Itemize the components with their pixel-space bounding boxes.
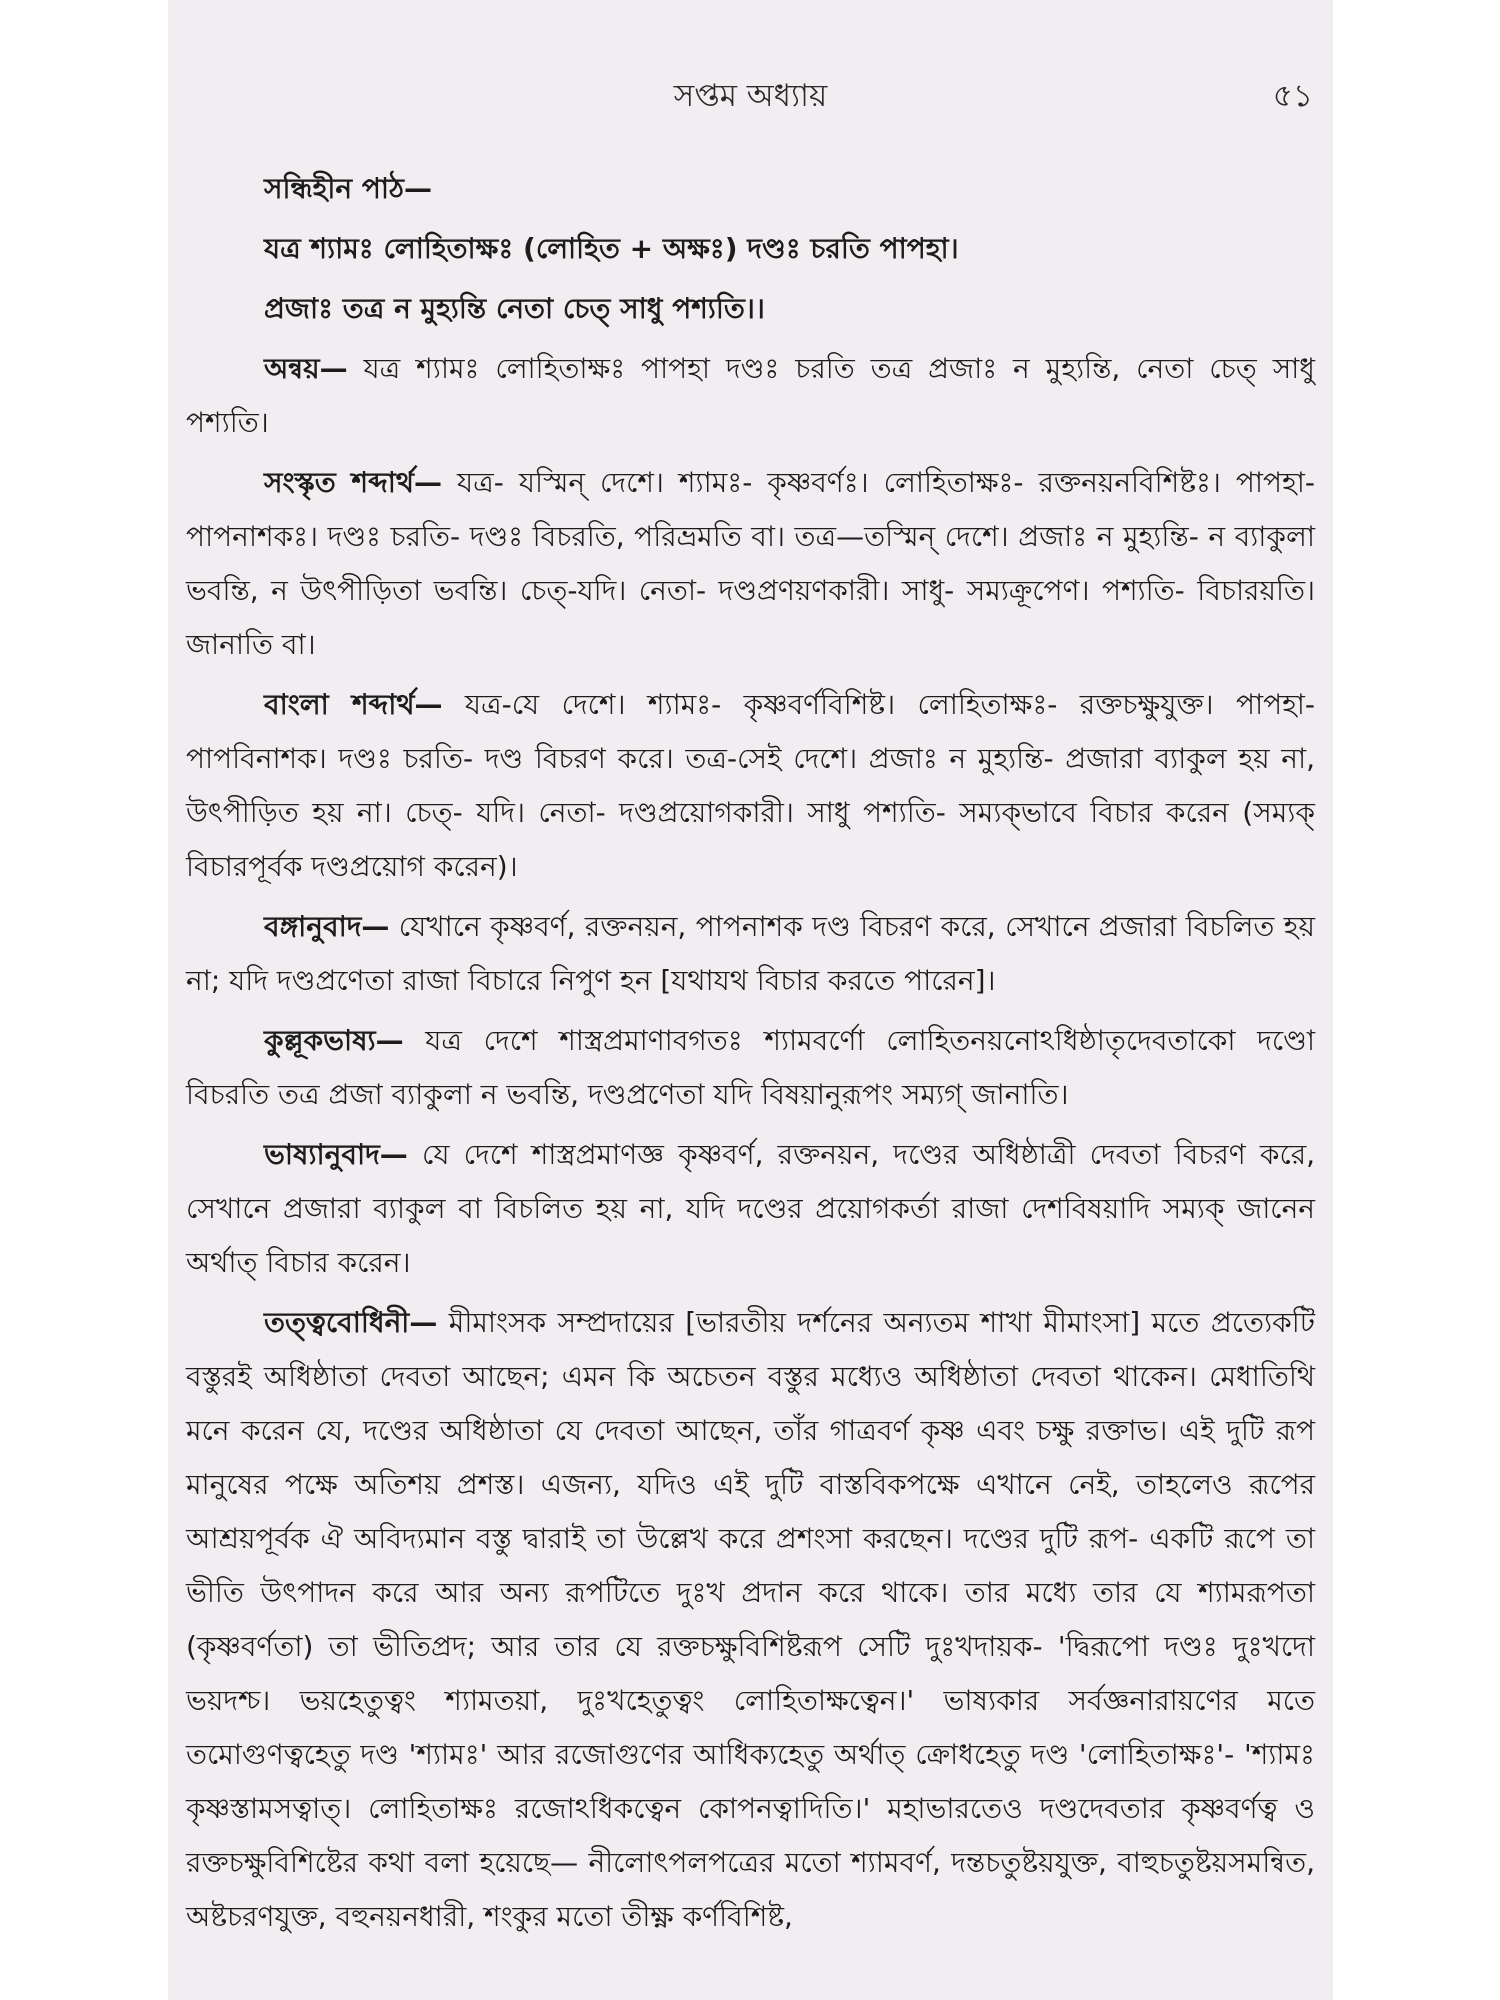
- section-label: ভাষ্যানুবাদ—: [264, 1138, 408, 1171]
- section-sanskrit-word-meaning: [186, 456, 1315, 672]
- section-label: বাংলা শব্দার্থ—: [264, 688, 443, 721]
- section-text: যত্র-যে দেশে। শ্যামঃ- কৃষ্ণবর্ণবিশিষ্ট। লোহিতাক্ষঃ- রক্তচক্ষুযুক্ত। পাপহা- পাপবিনাশক। দণ্ডঃ চরতি- দণ্ড বিচরণ করে। তত্র-সেই দেশে। প্রজাঃ ন মুহ্যন্তি- প্রজারা ব্যাকুল হয় না, উৎপীড়িত হয় না। চেত্- যদি। নেতা- দণ্ডপ্রয়োগকারী। সাধু পশ্যতি- সম্যক্ভাবে বিচার করেন (সম্যক্ বিচারপূর্বক দণ্ডপ্রয়োগ করেন)।: [186, 688, 1316, 883]
- verse-title: সন্ধিহীন পাঠ—: [264, 172, 432, 205]
- section-text: যত্র শ্যামঃ লোহিতাক্ষঃ পাপহা দণ্ডঃ চরতি তত্র প্রজাঃ ন মুহ্যন্তি, নেতা চেত্ সাধু পশ্যতি।: [186, 352, 1315, 439]
- section-translation: [186, 900, 1315, 1008]
- section-kulluka-commentary: [186, 1014, 1315, 1122]
- section-bangla-word-meaning: [186, 678, 1315, 894]
- section-text: মীমাংসক সম্প্রদায়ের [ভারতীয় দর্শনের অন্যতম শাখা মীমাংসা] মতে প্রত্যেকটি বস্তুরই অধিষ্ঠাতা দেবতা আছেন; এমন কি অচেতন বস্তুর মধ্যেও অধিষ্ঠাতা দেবতা থাকেন। মেধাতিথি মনে করেন যে, দণ্ডের অধিষ্ঠাতা যে দেবতা আছেন, তাঁর গাত্রবর্ণ কৃষ্ণ এবং চক্ষু রক্তাভ। এই দুটি রূপ মানুষের পক্ষে অতিশয় প্রশস্ত। এজন্য, যদিও এই দুটি বাস্তবিকপক্ষে এখানে নেই, তাহলেও রূপের আশ্রয়পূর্বক ঐ অবিদ্যমান বস্তু দ্বারাই তা উল্লেখ করে প্রশংসা করছেন। দণ্ডের দুটি রূপ- একটি রূপে তা ভীতি উৎপাদন করে আর অন্য রূপটিতে দুঃখ প্রদান করে থাকে। তার মধ্যে তার যে শ্যামরূপতা (কৃষ্ণবর্ণতা) তা ভীতিপ্রদ; আর তার যে রক্তচক্ষুবিশিষ্টরূপ সেটি দুঃখদায়ক- 'দ্বিরূপো দণ্ডঃ দুঃখদো ভয়দশ্চ। ভয়হেতুত্বং শ্যামতয়া, দুঃখহেতুত্বং লোহিতাক্ষত্বেন।' ভাষ্যকার সর্বজ্ঞনারায়ণের মতে তমোগুণত্বহেতু দণ্ড 'শ্যামঃ' আর রজোগুণের আধিক্যহেতু অর্থাত্ ক্রোধহেতু দণ্ড 'লোহিতাক্ষঃ'- 'শ্যামঃ কৃষ্ণস্তামসত্বাত্। লোহিতাক্ষঃ রজোঽধিকত্বেন কোপনত্বাদিতি।' মহাভারতেও দণ্ডদেবতার কৃষ্ণবর্ণত্ব ও রক্তচক্ষুবিশিষ্টের কথা বলা হয়েছে— নীলোৎপলপত্রের মতো শ্যামবর্ণ, দন্তচতুষ্টয়যুক্ত, বাহুচতুষ্টয়সমন্বিত, অষ্টচরণযুক্ত, বহুনয়নধারী, শংকুর মতো তীক্ষ্ণ কর্ণবিশিষ্ট,: [186, 1306, 1315, 1933]
- section-label: সংস্কৃত শব্দার্থ—: [264, 466, 443, 499]
- section-text: যে দেশে শাস্ত্রপ্রমাণজ্ঞ কৃষ্ণবর্ণ, রক্তনয়ন, দণ্ডের অধিষ্ঠাত্রী দেবতা বিচরণ করে, সেখানে প্রজারা ব্যাকুল বা বিচলিত হয় না, যদি দণ্ডের প্রয়োগকর্তা রাজা দেশবিষয়াদি সম্যক্ জানেন অর্থাত্ বিচার করেন।: [186, 1138, 1315, 1279]
- section-label: কুল্লূকভাষ্য—: [264, 1024, 404, 1057]
- section-text: যত্র- যস্মিন্ দেশে। শ্যামঃ- কৃষ্ণবর্ণঃ। লোহিতাক্ষঃ- রক্তনয়নবিশিষ্টঃ। পাপহা- পাপনাশকঃ। দণ্ডঃ চরতি- দণ্ডঃ বিচরতি, পরিভ্রমতি বা। তত্র—তস্মিন্ দেশে। প্রজাঃ ন মুহ্যন্তি- ন ব্যাকুলা ভবন্তি, ন উৎপীড়িতা ভবন্তি। চেত্-যদি। নেতা- দণ্ডপ্রণয়ণকারী। সাধু- সম্যক্রূপেণ। পশ্যতি- বিচারয়তি। জানাতি বা।: [186, 466, 1315, 661]
- verse-line-2: প্রজাঃ তত্র ন মুহ্যন্তি নেতা চেত্ সাধু পশ্যতি।।: [264, 292, 765, 325]
- page-header: [168, 72, 1333, 120]
- verse-line-1: যত্র শ্যামঃ লোহিতাক্ষঃ (লোহিত + অক্ষঃ) দণ্ডঃ চরতি পাপহা।: [264, 232, 959, 265]
- section-label: বঙ্গানুবাদ—: [264, 910, 390, 943]
- section-label: অন্বয়—: [264, 352, 348, 385]
- section-text: যেখানে কৃষ্ণবর্ণ, রক্তনয়ন, পাপনাশক দণ্ড বিচরণ করে, সেখানে প্রজারা বিচলিত হয় না; যদি দণ্ডপ্রণেতা রাজা বিচারে নিপুণ হন [যথাযথ বিচার করতে পারেন]।: [186, 910, 1315, 997]
- section-tattvabodhini: [186, 1296, 1315, 1944]
- chapter-title: সপ্তম অধ্যায়: [673, 78, 828, 114]
- page-body: [186, 162, 1315, 1950]
- section-text: যত্র দেশে শাস্ত্রপ্রমাণাবগতঃ শ্যামবর্ণো লোহিতনয়নোঽধিষ্ঠাতৃদেবতাকো দণ্ডো বিচরতি তত্র প্রজা ব্যাকুলা ন ভবন্তি, দণ্ডপ্রণেতা যদি বিষয়ানুরূপং সম্যগ্ জানাতি।: [186, 1024, 1315, 1111]
- section-label: তত্ত্ববোধিনী—: [264, 1306, 438, 1339]
- book-page: [168, 0, 1333, 2000]
- section-anvay: [186, 342, 1315, 450]
- section-commentary-translation: [186, 1128, 1315, 1290]
- page-number: ৫১: [1272, 78, 1313, 114]
